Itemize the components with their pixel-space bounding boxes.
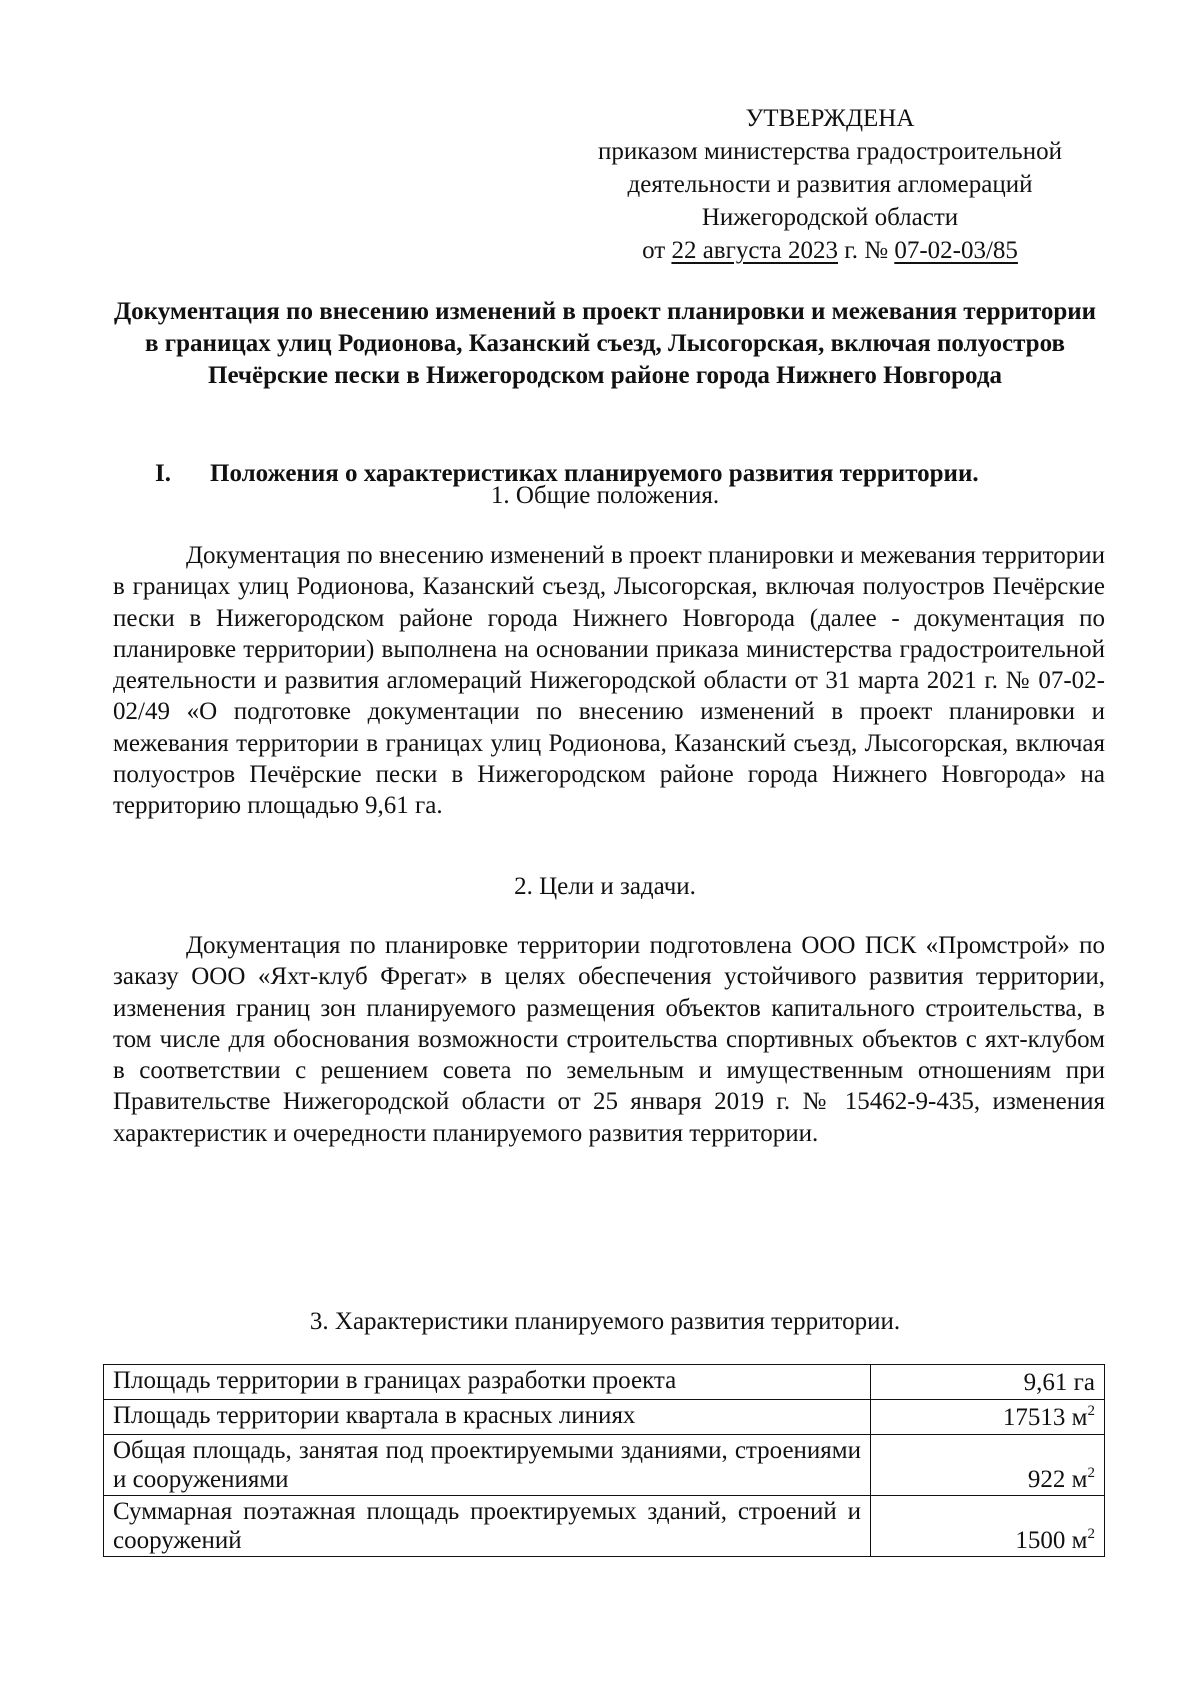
approval-stamp — [560, 102, 1100, 267]
table-cell-label: Площадь территории квартала в красных линиях — [104, 1400, 871, 1435]
approval-line: деятельности и развития агломераций — [627, 171, 1033, 198]
approval-title: УТВЕРЖДЕНА — [745, 105, 915, 132]
table-cell-value: 922 $м^2$ — [871, 1435, 1105, 1496]
table-cell-label: Суммарная поэтажная площадь проектируемых зданий, строений и сооружений — [104, 1496, 871, 1557]
approval-line: приказом министерства градостроительной — [598, 138, 1062, 165]
table-cell-value: 9,61 га — [871, 1365, 1105, 1400]
approval-number-prefix: г. № — [844, 237, 889, 264]
section-title: Положения о характеристиках планируемого развития территории. — [210, 460, 979, 487]
approval-date-line — [560, 234, 1100, 267]
subsection-heading: 1. Общие положения. — [490, 482, 720, 509]
table-row — [104, 1496, 1105, 1557]
approval-date: 22 августа 2023 — [671, 237, 839, 264]
subsection-heading: 3. Характеристики планируемого развития территории. — [309, 1308, 901, 1335]
characteristics-table — [103, 1364, 1105, 1557]
table-cell-label: Площадь территории в границах разработки проекта — [104, 1365, 871, 1400]
table-cell-value: 17513 $м^2$ — [871, 1400, 1105, 1435]
paragraph-goals: Документация по планировке территории подготовлена ООО ПСК «Промстрой» по заказу ООО «Яхт-клуб Фрегат» в целях обеспечения устойчивого развития территории, изменения границ зон планируемого размещения объектов капитального строительства, в том числе для обоснования возможности строительства спортивных объектов с яхт-клубом в соответствии с решением совета по земельным и имущественным отношениям при Правительстве Нижегородской области от 25 января 2019 г. № 15462-9-435, изменения характеристик и очередности планируемого развития территории. — [113, 932, 1105, 1147]
table-row — [104, 1400, 1105, 1435]
table-cell-label: Общая площадь, занятая под проектируемыми зданиями, строениями и сооружениями — [104, 1435, 871, 1496]
subsection-heading: 2. Цели и задачи. — [514, 873, 696, 900]
table-row — [104, 1435, 1105, 1496]
section-number: I. — [155, 460, 171, 487]
paragraph-general: Документация по внесению изменений в проект планировки и межевания территории в границах улиц Родионова, Казанский съезд, Лысогорская, включая полуостров Печёрские пески в Нижегородском районе города Нижнего Новгорода (далее - документация по планировке территории) выполнена на основании приказа министерства градостроительной деятельности и развития агломераций Нижегородской области от 31 марта 2021 г. № 07-02-02/49 «О подготовке документации по внесению изменений в проект планировки и межевания территории в границах улиц Родионова, Казанский съезд, Лысогорская, включая полуостров Печёрские пески в Нижегородском районе города Нижнего Новгорода» на территорию площадью 9,61 га. — [113, 542, 1105, 820]
approval-date-prefix: от — [642, 237, 666, 264]
table-row — [104, 1365, 1105, 1400]
approval-line: Нижегородской области — [701, 204, 959, 231]
document-title: Документация по внесению изменений в проект планировки и межевания территории в границах улиц Родионова, Казанский съезд, Лысогорская, включая полуостров Печёрские пески в Нижегородском районе города Нижнего Новгорода — [113, 298, 1097, 389]
table-cell-value: 1500 $м^2$ — [871, 1496, 1105, 1557]
approval-number: 07-02-03/85 — [894, 237, 1018, 264]
